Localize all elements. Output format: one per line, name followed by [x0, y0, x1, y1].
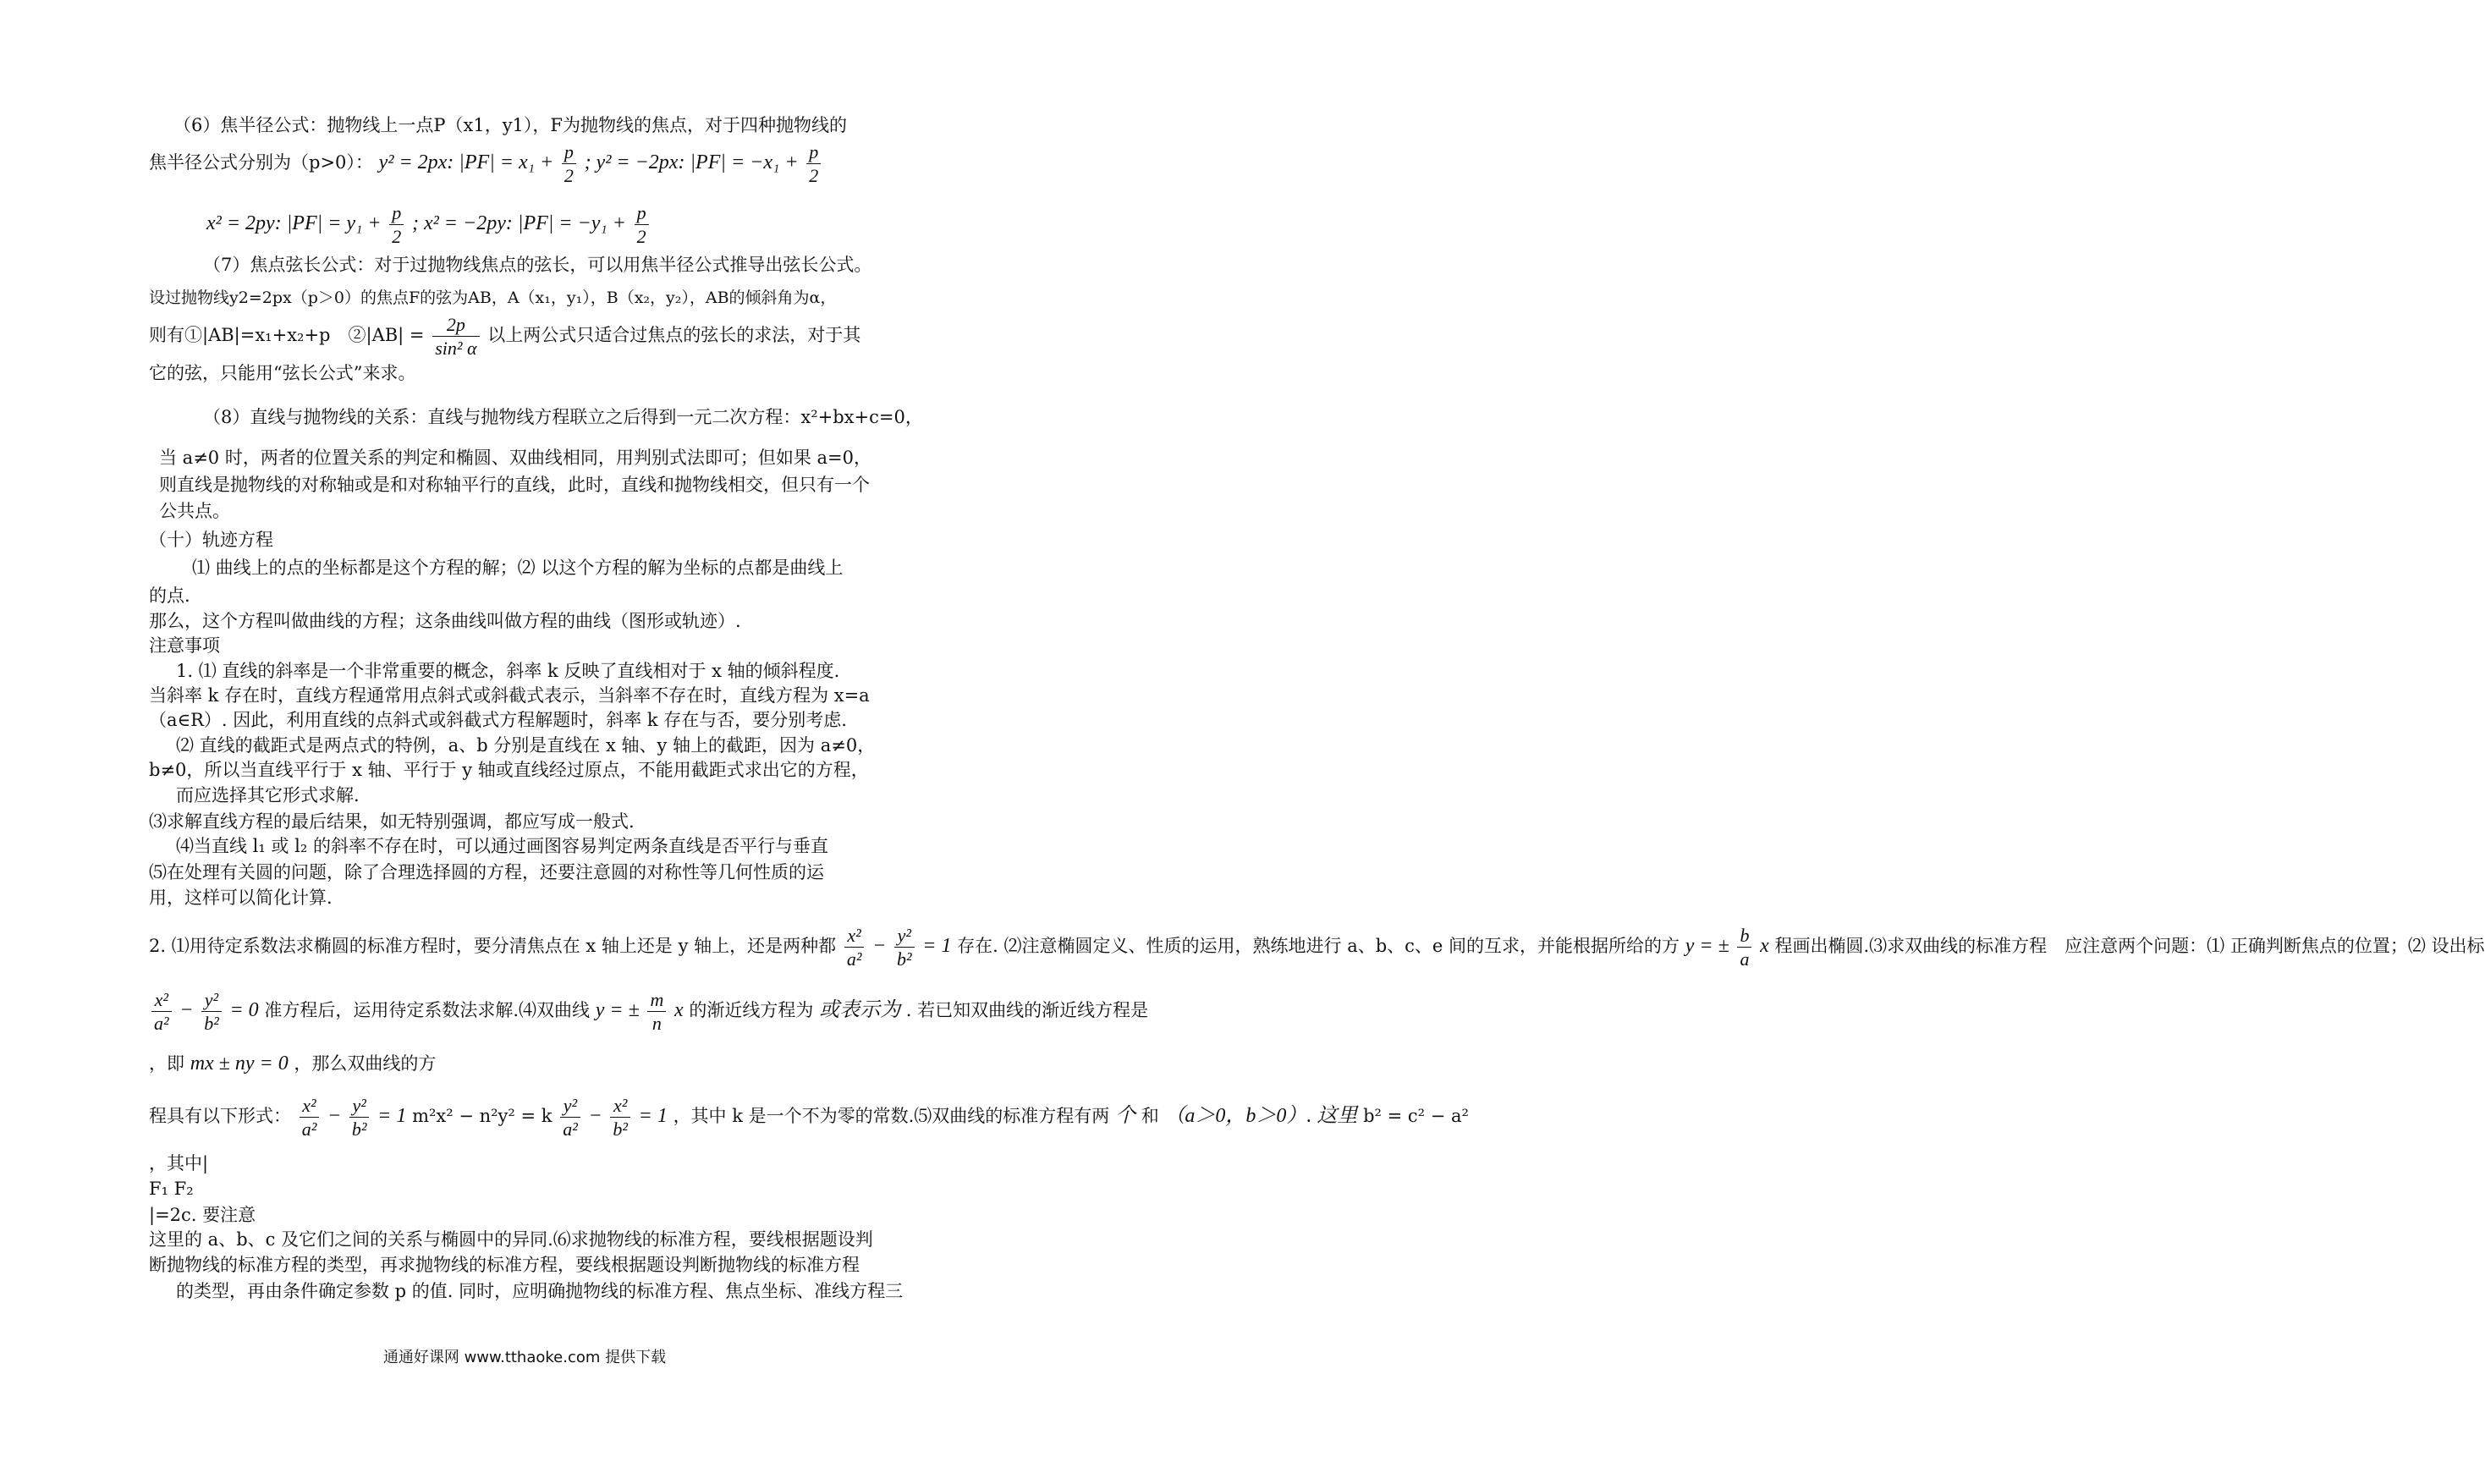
fraction: $\frac{p}{2}$ — [562, 142, 576, 185]
text-line: ⑴ 曲线上的点的坐标都是这个方程的解；⑵ 以这个方程的解为坐标的点都是曲线上 — [192, 558, 844, 578]
fraction: $\frac{p}{2}$ — [806, 142, 821, 185]
text-line: （8）直线与抛物线的关系：直线与抛物线方程联立之后得到一元二次方程：x²+bx+c=0， — [203, 407, 923, 427]
formula: ; x² = −2py: |PF| = −y₁ + — [411, 212, 626, 235]
fraction: $\frac{p}{2}$ — [389, 203, 404, 246]
fraction: $\frac{\text{y²}}{\text{b²}}$ — [894, 926, 915, 969]
text-line: 而应选择其它形式求解. — [176, 785, 360, 805]
text-line: 的点. — [149, 585, 190, 606]
text-line: 注意事项 — [149, 635, 220, 656]
text-line: ，即 mx ± ny = 0 ，那么双曲线的方 — [149, 1053, 437, 1075]
text-line: 公共点。 — [159, 501, 230, 521]
text-line: ⑸在处理有关圆的问题，除了合理选择圆的方程，还要注意圆的对称性等几何性质的运 — [149, 862, 824, 882]
text-line: 当 a≠0 时，两者的位置关系的判定和椭圆、双曲线相同，用判别式法即可；但如果 a=0， — [159, 448, 871, 468]
text-line: （7）焦点弦长公式：对于过抛物线焦点的弦长，可以用焦半径公式推导出弦长公式。 — [203, 255, 872, 275]
text-line: ⑵ 直线的截距式是两点式的特例，a、b 分别是直线在 x 轴、y 轴上的截距，因为 a≠0， — [176, 735, 876, 756]
text-line: 用，这样可以简化计算. — [149, 888, 333, 908]
text-line: b≠0，所以当直线平行于 x 轴、平行于 y 轴或直线经过原点，不能用截距式求出它的方程， — [149, 760, 869, 780]
text-line: 则直线是抛物线的对称轴或是和对称轴平行的直线，此时，直线和抛物线相交，但只有一个 — [159, 475, 870, 495]
text-line: 当斜率 k 存在时，直线方程通常用点斜式或斜截式表示，当斜率不存在时，直线方程为 x=a — [149, 685, 870, 706]
formula: x² = 2py: |PF| = y₁ + — [206, 212, 382, 235]
text-line: 设过抛物线y2=2px（p＞0）的焦点F的弦为AB，A（x₁，y₁），B（x₂，y₂），AB的倾斜角为α， — [149, 289, 837, 307]
fraction: $\frac{\text{x²}}{\text{b²}}$ — [610, 1096, 630, 1139]
fraction: $\frac{\text{x²}}{\text{a²}}$ — [844, 926, 865, 969]
text-line: 程具有以下形式： $\frac{\text{x²}}{\text{a²}}$ − $\frac{\text{y²}}{\text{b²}}$ = 1 m²x² − n²y² = k $\frac{\text{y²}}{\text{a²}}$ − $\frac{\text{x²}}{\text{b²}}$ = 1 ，其中 k 是一个不为零的常数.⑸双曲线的标准方程有两 个 和 （a＞0，b＞0）. 这里 b² = c² − a² — [149, 1095, 1469, 1140]
text-line: ，其中| — [149, 1153, 209, 1173]
text-line: 它的弦，只能用“弦长公式”来求。 — [149, 363, 416, 383]
text-line: 2. ⑴用待定系数法求椭圆的标准方程时，要分清焦点在 x 轴上还是 y 轴上，还是两种都 $\frac{\text{x²}}{\text{a²}}$ − $\frac{\text{y²}}{\text{b²}}$ = 1 存在. ⑵注意椭圆定义、性质的运用，熟练地进行 a、b、c、e 间的互求，并能根据所给的方 y = ± $\frac{b}{a}$ x 程画出椭圆.⑶求双曲线的标准方程 应注意两个问题：⑴ 正确判断焦点的位置；⑵ 设出标 — [149, 925, 2485, 970]
text-line: （6）焦半径公式：抛物线上一点P（x1，y1），F为抛物线的焦点，对于四种抛物线的 — [173, 115, 847, 135]
text-line: 的类型，再由条件确定参数 p 的值. 同时，应明确抛物线的标准方程、焦点坐标、准线方程三 — [176, 1281, 904, 1301]
fraction: $\frac{\text{y²}}{\text{b²}}$ — [201, 990, 222, 1033]
text-line: 1. ⑴ 直线的斜率是一个非常重要的概念，斜率 k 反映了直线相对于 x 轴的倾斜程度. — [176, 661, 840, 681]
fraction: $\frac{b}{a}$ — [1737, 926, 1751, 969]
page-footer: 通通好课网 www.tthaoke.com 提供下载 — [382, 1349, 667, 1366]
text-line: $\frac{\text{x²}}{\text{a²}}$ − $\frac{\text{y²}}{\text{b²}}$ = 0 准方程后，运用待定系数法求解.⑷双曲线 y = ± $\frac{m}{n}$ x 的渐近线方程为 或表示为 . 若已知双曲线的渐近线方程是 — [149, 990, 1148, 1033]
formula: ; y² = −2px: |PF| = −x₁ + — [584, 151, 799, 174]
section-heading: （十）轨迹方程 — [149, 530, 273, 550]
fraction: $\frac{2p}{\text{sin² α}}$ — [432, 315, 479, 358]
fraction: $\frac{m}{n}$ — [647, 990, 666, 1033]
text-line: ⑷当直线 l₁ 或 l₂ 的斜率不存在时，可以通过画图容易判定两条直线是否平行与垂直 — [176, 836, 828, 856]
text-line: 则有①|AB|=x₁+x₂+p ②|AB| = $\frac{2p}{\text{sin² α}}$ 以上两公式只适合过焦点的弦长的求法，对于其 — [149, 314, 861, 360]
text-line: （a∈R）. 因此，利用直线的点斜式或斜截式方程解题时，斜率 k 存在与否，要分别考虑. — [149, 710, 847, 730]
fraction: $\frac{\text{x²}}{\text{a²}}$ — [300, 1096, 320, 1139]
text-line: 焦半径公式分别为（p>0）： y² = 2px: |PF| = x₁ + $\frac{p}{2}$ ; y² = −2px: |PF| = −x₁ + $\frac{p}{2}$ — [149, 142, 823, 185]
text-line: ⑶求解直线方程的最后结果，如无特别强调，都应写成一般式. — [149, 811, 635, 832]
text-line: 断抛物线的标准方程的类型，再求抛物线的标准方程，要线根据题设判断抛物线的标准方程 — [149, 1255, 860, 1275]
text-line: F₁ F₂ — [149, 1179, 194, 1199]
text-line — [206, 203, 651, 246]
formula: y² = 2px: |PF| = x₁ + — [378, 151, 554, 174]
fraction: $\frac{\text{x²}}{\text{a²}}$ — [151, 990, 172, 1033]
text-line: 这里的 a、b、c 及它们之间的关系与椭圆中的异同.⑹求抛物线的标准方程，要线根据题设判 — [149, 1229, 873, 1250]
fraction: $\frac{\text{y²}}{\text{a²}}$ — [560, 1096, 580, 1139]
fraction: $\frac{\text{y²}}{\text{b²}}$ — [349, 1096, 370, 1139]
fraction: $\frac{p}{2}$ — [635, 203, 649, 246]
text-line: |=2c. 要注意 — [149, 1205, 256, 1225]
text-line: 那么，这个方程叫做曲线的方程；这条曲线叫做方程的曲线（图形或轨迹）. — [149, 611, 741, 631]
